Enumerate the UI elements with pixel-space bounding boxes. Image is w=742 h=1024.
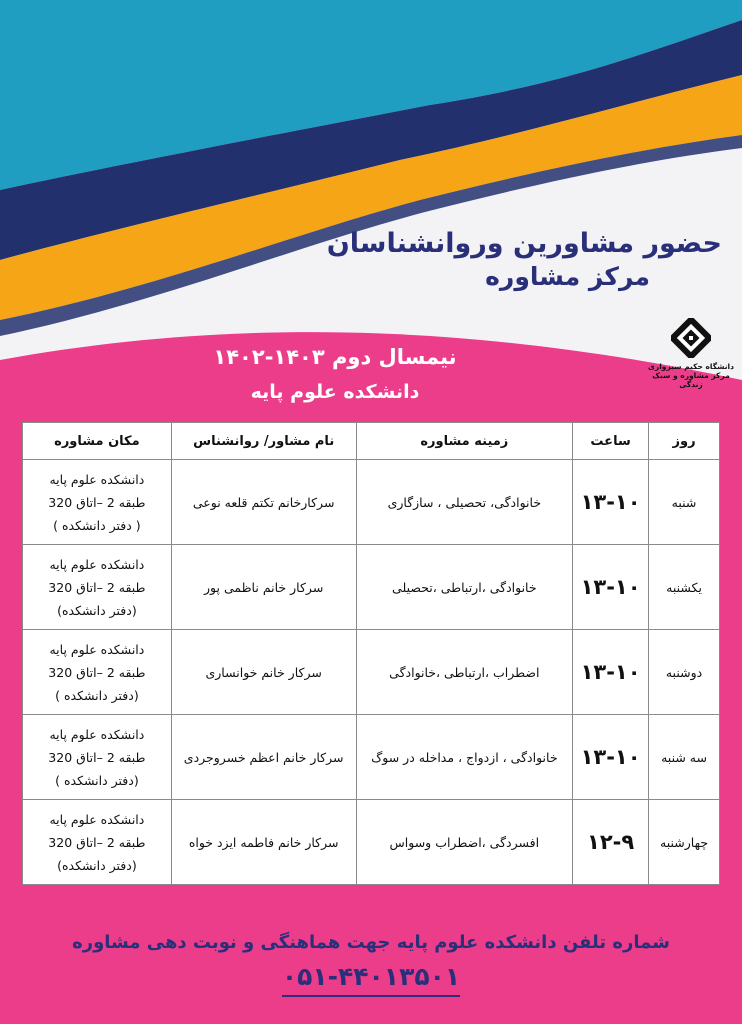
logo-line-2: مرکز مشاوره و سبک زندگی [652,371,730,389]
page-title: حضور مشاورین وروانشناسان [326,228,722,259]
cell-field: خانوادگی، تحصیلی ، سازگاری [356,460,573,545]
place-line-3: (دفتر دانشکده ) [55,687,139,703]
contact-phone-wrapper [0,962,742,991]
university-emblem-icon [671,318,711,358]
semester-label: نیمسال دوم ۱۴۰۳-۱۴۰۲ [213,345,457,369]
schedule-table [22,422,720,885]
header-place: مکان مشاوره [23,423,172,460]
place-line-3: (دفتر دانشکده ) [55,772,139,788]
page-subtitle: مرکز مشاوره [485,262,650,291]
contact-note: شماره تلفن دانشکده علوم پایه جهت هماهنگی و نوبت دهی مشاوره [72,932,670,953]
cell-hour: ۱۲-۹ [573,800,649,885]
cell-place [23,460,172,545]
cell-field: خانوادگی ، ازدواج ، مداخله در سوگ [356,715,573,800]
cell-hour: ۱۳-۱۰ [573,460,649,545]
place-line-2: طبقه 2 –اتاق 320 [48,494,146,510]
cell-field: خانوادگی ،ارتباطی ،تحصیلی [356,545,573,630]
cell-day: شنبه [649,460,720,545]
table-row [23,800,720,885]
cell-counselor: سرکارخانم تکتم قلعه نوعی [171,460,356,545]
cell-day: سه شنبه [649,715,720,800]
cell-hour: ۱۳-۱۰ [573,630,649,715]
table-header-row [23,423,720,460]
place-line-2: طبقه 2 –اتاق 320 [48,664,146,680]
place-line-3: (دفتر دانشکده) [57,857,137,873]
place-line-3: (دفتر دانشکده) [57,602,137,618]
header-field: زمینه مشاوره [356,423,573,460]
place-line-1: دانشکده علوم پایه [49,811,145,827]
place-line-1: دانشکده علوم پایه [49,641,145,657]
place-line-3: ( دفتر دانشکده ) [53,517,141,533]
cell-counselor: سرکار خانم اعظم خسروجردی [171,715,356,800]
table-row [23,460,720,545]
place-line-2: طبقه 2 –اتاق 320 [48,579,146,595]
cell-field: افسردگی ،اضطراب وسواس [356,800,573,885]
cell-hour: ۱۳-۱۰ [573,545,649,630]
cell-place [23,715,172,800]
cell-counselor: سرکار خانم فاطمه ایزد خواه [171,800,356,885]
table-row [23,630,720,715]
place-line-2: طبقه 2 –اتاق 320 [48,834,146,850]
table-row [23,545,720,630]
cell-place [23,545,172,630]
cell-field: اضطراب ،ارتباطی ،خانوادگی [356,630,573,715]
place-line-2: طبقه 2 –اتاق 320 [48,749,146,765]
header-counselor: نام مشاور/ روانشناس [171,423,356,460]
cell-place [23,630,172,715]
header-day: روز [649,423,720,460]
place-line-1: دانشکده علوم پایه [49,556,145,572]
header-hour: ساعت [573,423,649,460]
place-line-1: دانشکده علوم پایه [49,726,145,742]
cell-counselor: سرکار خانم ناظمی پور [171,545,356,630]
faculty-label: دانشکده علوم پایه [250,381,420,403]
cell-day: چهارشنبه [649,800,720,885]
logo-line-1: دانشگاه حکیم سبزواری [648,362,734,371]
cell-hour: ۱۳-۱۰ [573,715,649,800]
cell-day: دوشنبه [649,630,720,715]
university-logo [648,318,734,389]
contact-phone[interactable]: ۰۵۱-۴۴۰۱۳۵۰۱ [282,962,460,997]
table-row [23,715,720,800]
cell-place [23,800,172,885]
cell-day: یکشنبه [649,545,720,630]
place-line-1: دانشکده علوم پایه [49,471,145,487]
cell-counselor: سرکار خانم خوانساری [171,630,356,715]
